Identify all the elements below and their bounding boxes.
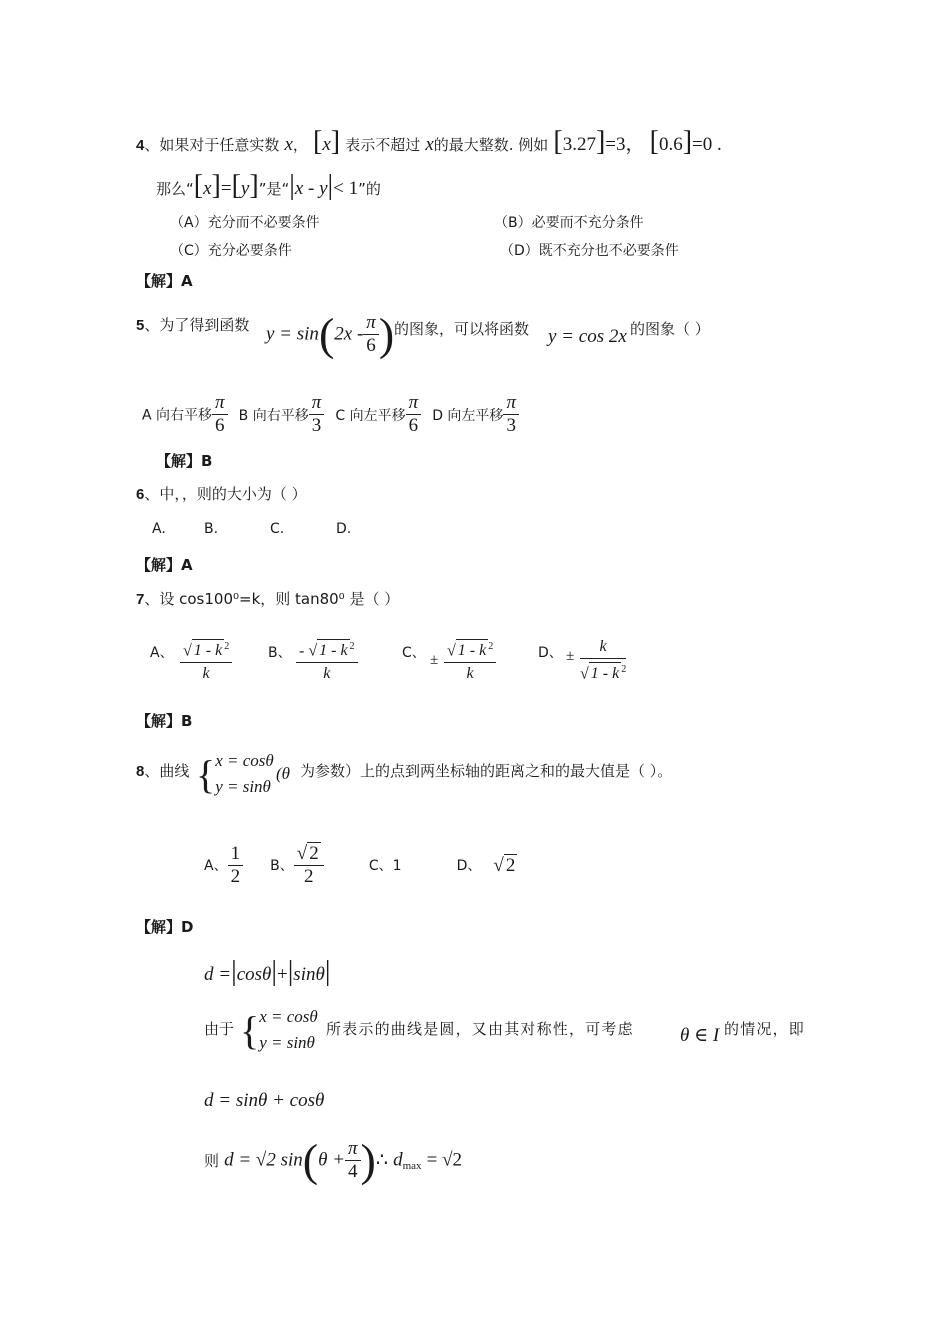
q7-text: 、设 cos100⁰=k，则 tan80⁰ 是（ ） xyxy=(144,590,400,608)
q8-option-c: C、1 xyxy=(368,858,402,874)
q6-answer: 【解】A xyxy=(136,556,193,574)
q8-sol4-result: = √2 xyxy=(426,1149,463,1171)
q4-floor-x: x xyxy=(322,134,331,155)
q8-option-d-sqrt: √ 2 xyxy=(493,854,516,876)
q5-option-a: A 向右平移 xyxy=(142,407,213,424)
q6-option-b: B. xyxy=(204,521,219,537)
q4-abs-expr: x - y xyxy=(294,178,328,199)
q7-option-d-frac: $\frac{k}{√ 1 - k ^2}$ xyxy=(580,636,626,685)
q4-var-x2: x xyxy=(425,134,434,155)
q8-sol4-expr: d = √2 sin xyxy=(224,1149,303,1171)
q8-options xyxy=(204,842,517,888)
q4-example1-val: =3， xyxy=(605,134,645,155)
q8-answer: 【解】D xyxy=(136,918,194,936)
q5-text-b: 的图象，可以将函数 xyxy=(394,320,530,338)
q8-sol4-then: 则 xyxy=(204,1152,220,1170)
q4-number: 4 xyxy=(136,137,145,154)
q5-option-a-frac: $\frac{\pi}{6}$ xyxy=(212,392,228,437)
q8-text-b: 为参数）上的点到两坐标轴的距离之和的最大值是（ ）。 xyxy=(300,762,673,780)
q8-option-b: B、 xyxy=(270,858,294,874)
q4-option-a: （A）充分而不必要条件 xyxy=(170,215,320,231)
q8-option-b-frac: $\frac{√ 2}{2}$ xyxy=(294,842,324,888)
q8-solution-line4: 则 d = √2 sin(θ + $\frac{\pi}{4}$ )∴ $d_{max} = √2$ xyxy=(204,1134,463,1186)
q5-option-b-frac: $\frac{\pi}{3}$ xyxy=(309,392,325,437)
q4-sep: 、 xyxy=(144,136,160,154)
q8-number: 8 xyxy=(136,763,145,780)
q7-option-d-pm: ± xyxy=(566,648,575,664)
q8-solution-line1: d =|cosθ|+|sinθ| xyxy=(204,956,331,987)
q8-line1-start xyxy=(136,760,189,781)
q4-text-c: 的最大整数. 例如 xyxy=(433,136,549,154)
q7-option-c-pm: ± xyxy=(430,652,439,668)
q4-bracket-open: [ xyxy=(313,126,323,157)
q8-sol1-cos: cosθ xyxy=(236,964,272,985)
q5-answer: 【解】B xyxy=(156,452,213,470)
q4-line2-x: x xyxy=(203,178,212,199)
q7-answer: 【解】B xyxy=(136,712,193,730)
q6-option-d: D. xyxy=(336,521,352,537)
q4-lt-one: < 1 xyxy=(333,178,359,199)
q5-options xyxy=(142,392,519,437)
q5-function2: y = cos 2x xyxy=(548,326,627,347)
q7-option-d-label: D、 xyxy=(538,645,563,661)
q4-example1: 3.27 xyxy=(562,134,596,155)
q6-option-c: C. xyxy=(270,521,285,537)
q4-option-b: （B）必要而不充分条件 xyxy=(494,215,644,231)
q8-text-a: 、曲线 xyxy=(144,762,190,780)
q5-text-c: 的图象（ ） xyxy=(630,320,710,338)
q7-option-a-frac: $\frac{√ 1 - k ^2}{k}$ xyxy=(180,636,232,685)
q8-sol2-c: 的情况，即 xyxy=(724,1020,806,1038)
q8-system: { x = cosθ y = sinθ xyxy=(196,748,274,800)
q7-option-c-label: C、 xyxy=(402,645,426,661)
q5-option-d: D 向左平移 xyxy=(432,407,504,424)
q5-sep: 、 xyxy=(144,316,160,334)
q8-sol4-arg: θ + xyxy=(318,1149,346,1171)
q4-answer: 【解】A xyxy=(136,272,193,290)
q6-number: 6 xyxy=(136,486,145,503)
q5-function1: y = sin(2x - $\frac{\pi}{6}$ ) xyxy=(266,308,395,360)
q5-fn1-frac: $\frac{\pi}{6}$ xyxy=(363,312,379,357)
q6-text: 、中，，则的大小为（ ） xyxy=(144,485,307,503)
q8-sol4-frac: $\frac{\pi}{4}$ xyxy=(345,1138,361,1183)
q8-dmax: d xyxy=(393,1149,403,1171)
q4-line2: 那么“[x]=[y]”是“|x - y|< 1”的 xyxy=(156,170,381,201)
q5-option-c-frac: $\frac{\pi}{6}$ xyxy=(406,392,422,437)
q6-option-a: A. xyxy=(152,521,166,537)
q7-option-c-frac: $\frac{√ 1 - k ^2}{k}$ xyxy=(444,636,496,685)
q5-number: 5 xyxy=(136,317,145,334)
q8-system-x: x = cosθ xyxy=(215,751,274,770)
q8-sol1-lhs: d = xyxy=(204,964,232,985)
q5-option-d-frac: $\frac{\pi}{3}$ xyxy=(503,392,519,437)
q4-line2-b: ”是“ xyxy=(258,180,290,198)
q7-line xyxy=(136,588,399,609)
q6-line xyxy=(136,483,307,504)
q4-example2-val: =0 . xyxy=(692,134,722,155)
q8-sol1-sin: sinθ xyxy=(293,964,325,985)
q8-sol3: d = sinθ + cosθ xyxy=(204,1090,325,1111)
q7-number: 7 xyxy=(136,591,145,608)
q5-text-a: 为了得到函数 xyxy=(159,316,250,334)
q8-option-d: D、 xyxy=(456,858,482,874)
q7-option-a-label: A、 xyxy=(150,645,174,661)
q4-option-c: （C）充分必要条件 xyxy=(170,243,292,259)
q8-param: (θ xyxy=(276,764,291,783)
q5-fn1-lhs: y = sin xyxy=(266,323,319,345)
q8-sol1-plus: + xyxy=(276,964,288,985)
q8-sol2-a: 由于 xyxy=(204,1020,235,1038)
q8-option-a-frac: $\frac{1}{2}$ xyxy=(228,843,244,888)
q4-text-b: 表示不超过 xyxy=(345,136,421,154)
q4-bracket-close: ] xyxy=(330,126,341,157)
q8-sol2-system: { x = cosθ y = sinθ xyxy=(240,1007,318,1053)
q4-line2-y: y xyxy=(240,178,250,199)
q4-line2-a: 那么“ xyxy=(156,180,194,198)
q7-option-b-label: B、 xyxy=(268,645,292,661)
q8-therefore: ∴ xyxy=(375,1150,388,1171)
q8-system-y: y = sinθ xyxy=(215,777,271,796)
q8-option-a: A、 xyxy=(204,858,228,874)
q4-line2-c: ”的 xyxy=(358,180,381,198)
q5-fn1-arg: 2x - xyxy=(334,323,364,345)
q5-option-c: C 向左平移 xyxy=(335,407,406,424)
q5-line1 xyxy=(136,314,249,335)
q4-option-d: （D）既不充分也不必要条件 xyxy=(500,243,679,259)
q8-dmax-sub: max xyxy=(402,1160,422,1173)
q4-example2: 0.6 xyxy=(658,134,683,155)
q8-sol2-theta: θ ∈ I xyxy=(680,1025,720,1046)
q4-text-a: 如果对于任意实数 xyxy=(159,136,280,154)
q4-var-x: x xyxy=(284,134,293,155)
q4-line1: 4、如果对于任意实数 x， [x] 表示不超过 x的最大整数. 例如 [3.27]=3， [0.6]=0 . xyxy=(136,126,722,157)
q5-option-b: B 向右平移 xyxy=(238,407,309,424)
q7-option-b-frac: $\frac{- √ 1 - k ^2}{k}$ xyxy=(296,636,358,685)
q8-sol2-b: 所表示的曲线是圆，又由其对称性，可考虑 xyxy=(326,1020,634,1038)
